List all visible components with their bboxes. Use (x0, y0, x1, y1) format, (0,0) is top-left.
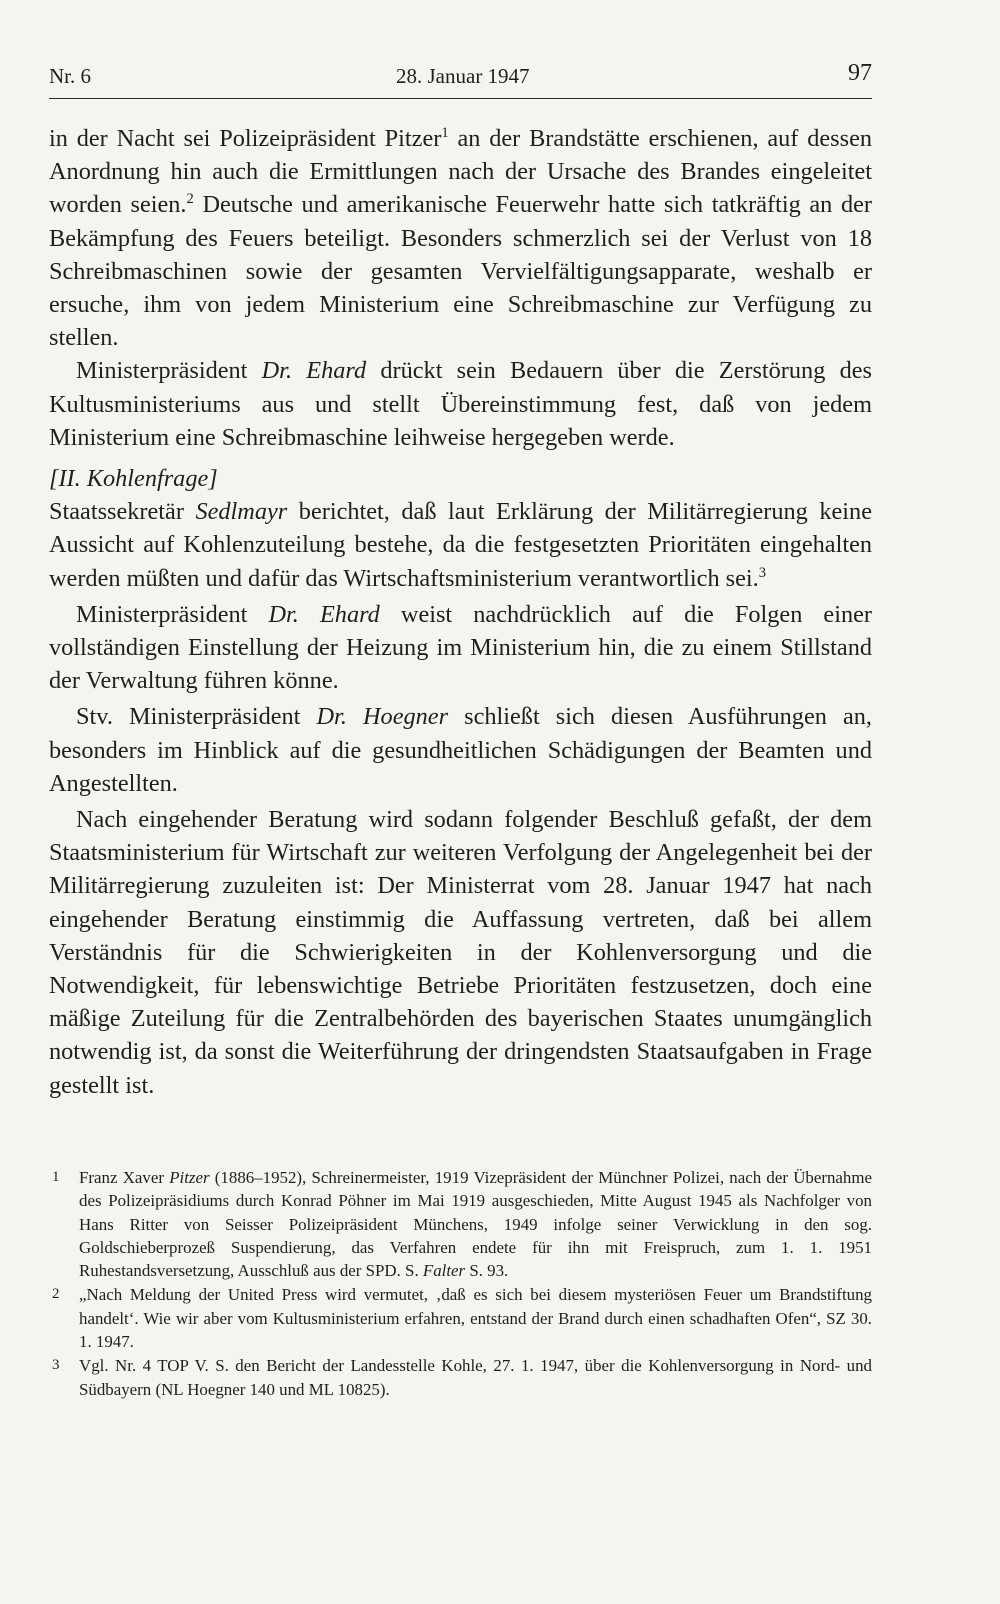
footnote-text: Vgl. Nr. 4 TOP V. S. den Bericht der Landesstelle Kohle, 27. 1. 1947, über die Kohlenversorgung in Nord- und Südbayern (NL Hoegner 140 und ML 10825). (79, 1356, 872, 1399)
text-run: Ministerpräsident (76, 357, 262, 385)
person-name: Hoegner (363, 703, 449, 731)
paragraph-resolution: Nach eingehender Beratung wird sodann folgender Beschluß gefaßt, der dem Staatsministerium für Wirtschaft zur weiteren Verfolgung der Angelegenheit bei der Militärregierung zuzuleiten ist: Der Ministerrat vom 28. Januar 1947 hat nach eingehender Beratung einstimmig die Auffassung vertreten, daß bei allem Verständnis für die Schwierigkeiten in der Kohlenversorgung und die Notwendigkeit, für lebenswichtige Betriebe Prioritäten festzusetzen, doch eine mäßige Zuteilung für die Zentralbehörden des bayerischen Staates unumgänglich notwendig ist, da sonst die Weiterführung der dringendsten Staatsaufgaben in Frage gestellt ist. (49, 806, 872, 1099)
running-header (49, 58, 872, 99)
footnote-ref-2[interactable]: 2 (186, 191, 194, 208)
reference-author: Falter (422, 1261, 466, 1281)
text-run: Franz Xaver (79, 1168, 170, 1187)
footnote-text: „Nach Meldung der United Press wird vermutet, ‚daß es sich bei diesem mysteriösen Feuer um Brandstiftung handelt‘. Wie wir aber vom Kultusministerium erfahren, entstand der Brand durch einen schadhaften Ofen“, SZ 30. 1. 1947. (79, 1285, 872, 1352)
footnote-3 (49, 1354, 872, 1401)
text-run: berichtet, daß laut Erklärung der Militärregierung keine Aussicht auf Kohlenzuteilung bestehe, da die festgesetzten Prioritäten eingehalten werden müßten und dafür das Wirtschaftsministerium verantwortlich sei. (49, 498, 872, 592)
person-name: Sedlmayr (195, 498, 288, 526)
paragraph-ehard-heating (49, 598, 872, 698)
session-date: 28. Januar 1947 (396, 64, 530, 88)
page-number: 97 (848, 60, 872, 86)
title-dr: Dr. (261, 357, 293, 385)
footnote-ref-1[interactable]: 1 (441, 124, 449, 141)
text-run: Ministerpräsident (76, 600, 269, 628)
text-run: schließt sich diesen Ausführungen an, besonders im Hinblick auf die gesundheitlichen Schädigungen der Beamten und Angestellten. (49, 703, 873, 797)
main-text (49, 122, 872, 1102)
paragraph-ehard-regret (49, 354, 872, 454)
title-dr: Dr. (268, 600, 299, 628)
footnotes (49, 1166, 872, 1402)
document-number: Nr. 6 (49, 64, 91, 88)
footnote-1 (49, 1166, 872, 1282)
person-name: Pitzer (169, 1168, 210, 1187)
footnote-ref-3[interactable]: 3 (758, 564, 767, 581)
text-run: S. 93. (465, 1261, 509, 1281)
text-run: Stv. Ministerpräsident (76, 703, 317, 731)
paragraph-sedlmayr-report (49, 495, 872, 595)
paragraph-hoegner (49, 700, 872, 800)
person-name: Ehard (306, 357, 367, 385)
section-heading: [II. Kohlenfrage] (49, 465, 218, 493)
text-run: in der Nacht sei Polizeipräsident Pitzer (49, 125, 442, 152)
person-name: Ehard (319, 600, 380, 628)
footnote-2 (49, 1283, 872, 1353)
text-run: drückt sein Bedauern über die Zerstörung des Kultusministeriums aus und stellt Übereinstimmung fest, daß von jedem Ministerium eine Schreibmaschine leihweise hergegeben werde. (49, 357, 872, 451)
text-run: an der Brandstätte erschienen, auf dessen Anordnung hin auch die Ermittlungen nach der Ursache des Brandes eingeleitet worden seien. (49, 125, 872, 219)
text-run: (1886–1952), Schreinermeister, 1919 Vizepräsident der Münchner Polizei, nach der Übernahme des Polizeipräsidiums durch Konrad Pöhner im Mai 1919 ausgeschieden, Mitte August 1945 als Nachfolger von Hans Ritter von Seisser Polizeipräsident Münchens, 1949 infolge seiner Verwicklung in den sog. Goldschieberprozeß Suspendierung, das Verfahren endete für ihn mit Freispruch, zum 1. 1. 1951 Ruhestandsversetzung, Ausschluß aus der SPD. S. (79, 1168, 872, 1281)
footnote-number: 3 (52, 1357, 60, 1374)
text-run: Staatssekretär (49, 498, 196, 526)
text-run: Deutsche und amerikanische Feuerwehr hatte sich tatkräftig an der Bekämpfung des Feuers beteiligt. Besonders schmerzlich sei der Verlust von 18 Schreibmaschinen sowie der gesamten Vervielfältigungsapparate, weshalb er ersuche, ihm von jedem Ministerium eine Schreibmaschine zur Verfügung zu stellen. (49, 191, 872, 352)
title-dr: Dr. (316, 703, 347, 731)
footnote-number: 2 (52, 1286, 60, 1303)
text-run: weist nachdrücklich auf die Folgen einer vollständigen Einstellung der Heizung im Ministerium hin, die zu einem Stillstand der Verwaltung führen könne. (49, 600, 872, 695)
paragraph-fire-report (49, 122, 872, 354)
footnote-number: 1 (52, 1169, 60, 1185)
